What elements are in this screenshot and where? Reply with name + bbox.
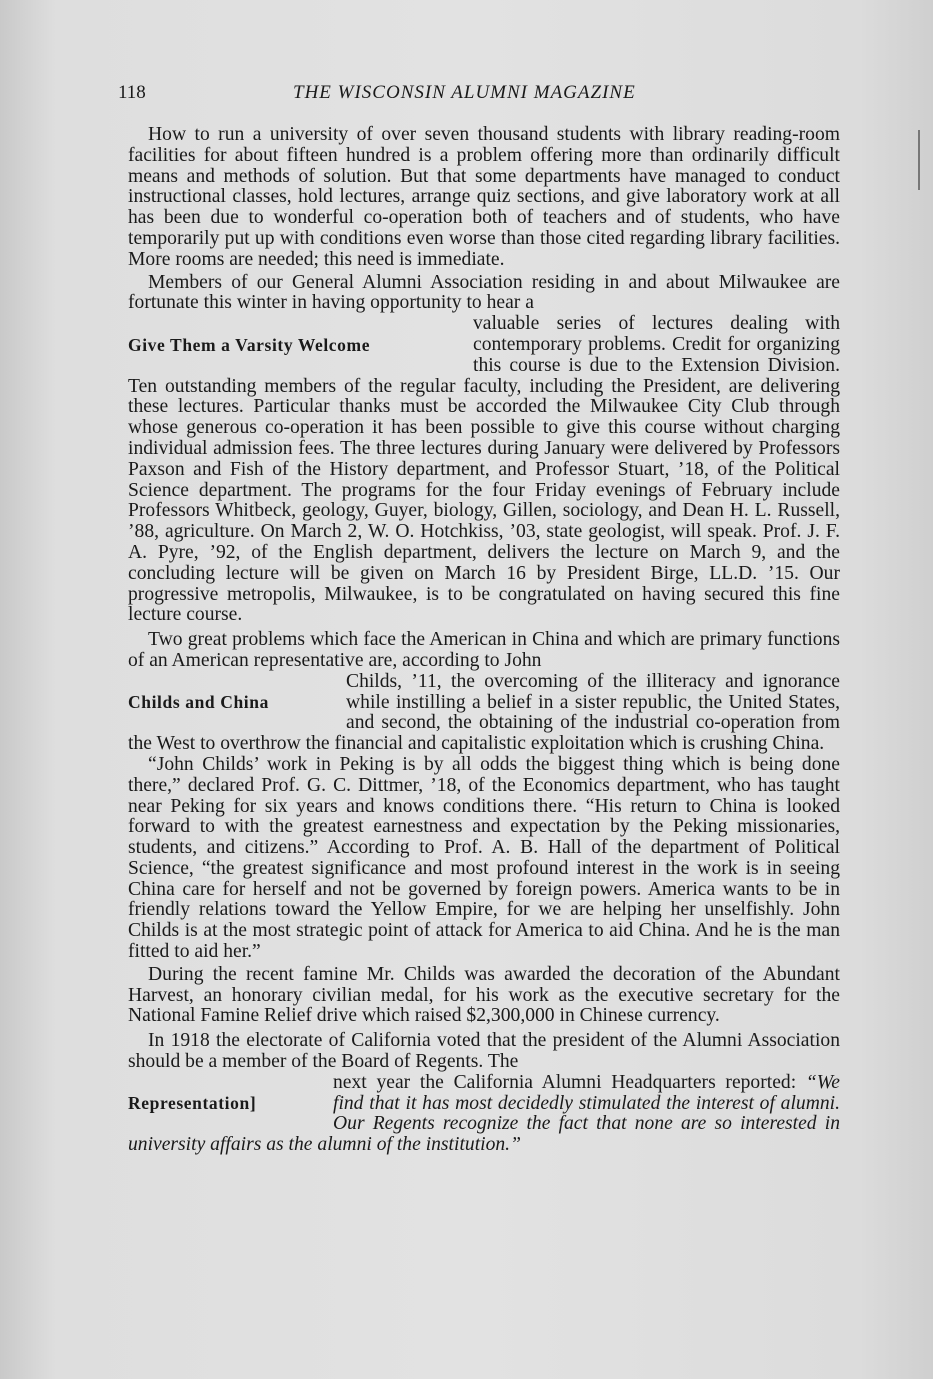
page-header [118, 82, 678, 114]
paragraph-library: How to run a university of over seven thousand students with library reading-room facilities for about fifteen hundred is a problem offering more than ordinarily difficult means and methods of solution. But that some departments have managed to conduct instructional classes, hold lectures, arrange quiz sections, and give laboratory work at all has been due to wonderful co-operation both of teachers and of students, who have temporarily put up with conditions even worse than those cited regarding library facilities. More rooms are needed; this need is immediate. [128, 124, 840, 270]
side-heading-childs: Childs and China [128, 692, 269, 713]
side-heading-representation: Representation] [128, 1093, 257, 1114]
paragraph-rep-lead: In 1918 the electorate of California voted that the president of the Alumni Association should be a member of the Board of Regents. The [128, 1030, 840, 1073]
binding-edge [918, 130, 920, 190]
article-column [128, 125, 840, 1156]
paragraph-welcome-body: valuable series of lectures dealing with contemporary problems. Credit for organizing this course is due to the Extension Division. Ten outstanding members of the regular faculty, including the President, are delivering these lectures. Particular thanks must be accorded the Milwaukee City Club through whose generous co-operation it has been possible to give this course without charging individual admission fees. The three lectures during January were delivered by Professors Paxson and Fish of the History department, and Professor Stuart, ’18, of the Political Science department. The programs for the four Friday evenings of February include Professors Whitbeck, geology, Guyer, biology, Gillen, sociology, and Dean H. L. Russell, ’88, agriculture. On March 2, W. O. Hotchkiss, ’03, state geologist, will speak. Prof. J. F. A. Pyre, ’92, of the English department, delivers the lecture on March 9, and the concluding lecture will be given on March 16 by President Birge, LL.D. ’15. Our progressive metropolis, Milwaukee, is to be congratulated on having secured this fine lecture course. [128, 313, 840, 626]
paragraph-rep-body: next year the California Alumni Headquarters reported: [333, 1071, 797, 1093]
paragraph-rep-quote: “We find that it has most decidedly stimulated the interest of alumni. Our Regents recognize the fact that none are so interested in university affairs as the alumni of the institution.” [128, 1071, 840, 1156]
page-number: 118 [118, 82, 146, 103]
section-representation [128, 1073, 840, 1156]
side-heading-welcome: Give Them a Varsity Welcome [128, 334, 371, 355]
section-childs [128, 672, 840, 755]
section-welcome [128, 314, 840, 626]
paragraph-welcome-lead: Members of our General Alumni Association residing in and about Milwaukee are fortunate this winter in having opportunity to hear a [128, 271, 840, 314]
paragraph-famine: During the recent famine Mr. Childs was awarded the decoration of the Abundant Harvest, an honorary civilian medal, for his work as the executive secretary for the National Famine Relief drive which raised $2,300,000 in Chinese currency. [128, 963, 840, 1027]
paragraph-childs-quote: “John Childs’ work in Peking is by all odds the biggest thing which is being done there,” declared Prof. G. C. Dittmer, ’18, of the Economics department, who has taught near Peking for six years and knows conditions there. “His return to China is looked forward to with the greatest earnestness and expectation by the Peking missionaries, students, and citizens.” According to Prof. A. B. Hall of the department of Political Science, “the greatest significance and most profound interest in the work is in seeing China care for herself and not be governed by foreign powers. America wants to be in friendly relations toward the Yellow Empire, for we are helping her unselfishly. John Childs is at the most strategic point of attack for America to aid China. And he is the man fitted to aid her.” [128, 753, 840, 963]
magazine-title: THE WISCONSIN ALUMNI MAGAZINE [293, 82, 636, 103]
paragraph-childs-body: Childs, ’11, the overcoming of the illiteracy and ignorance while instilling a belief in a sister republic, the United States, and second, the obtaining of the industrial co-operation from the West to overthrow the financial and capitalistic exploitation which is crushing China. [128, 670, 840, 755]
paragraph-childs-lead: Two great problems which face the American in China and which are primary functions of an American representative are, according to John [128, 629, 840, 671]
